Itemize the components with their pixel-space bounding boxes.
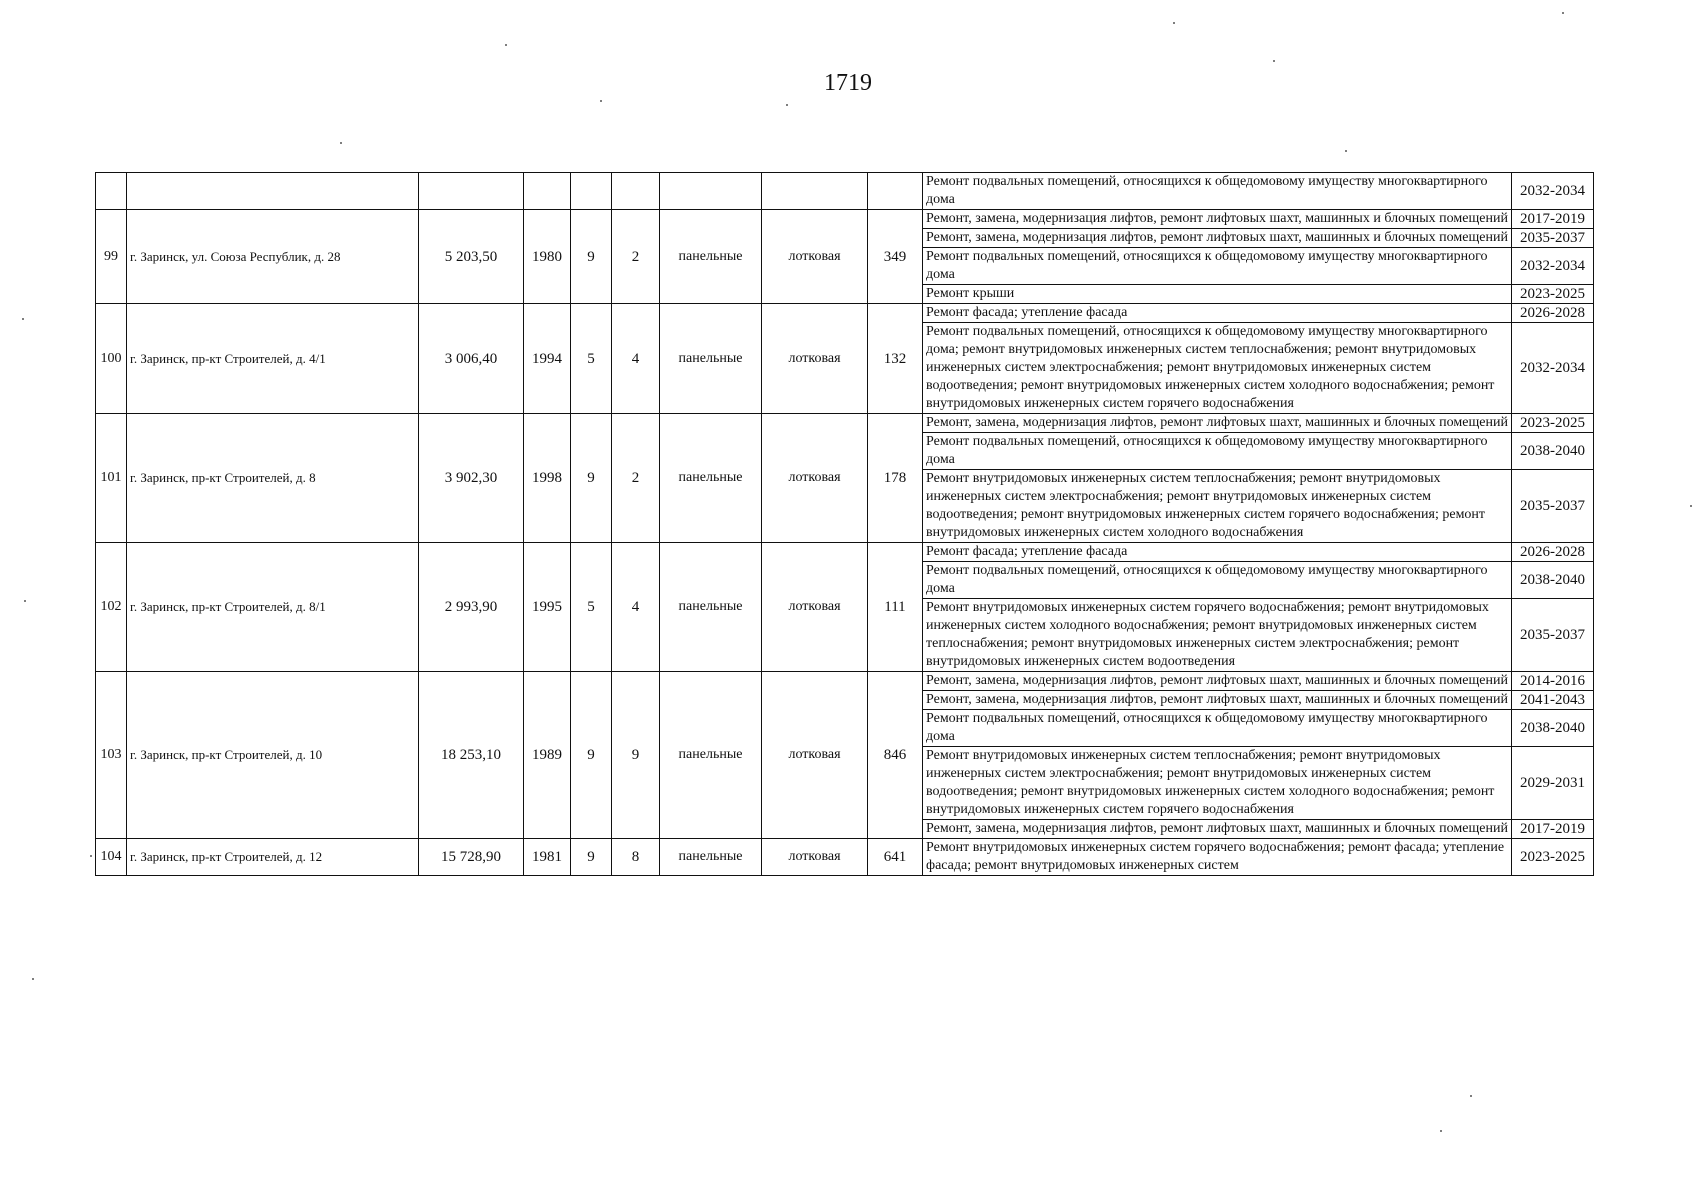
roof-type-cell: лотковая [762, 543, 868, 672]
work-period-cell: 2026-2028 [1512, 304, 1594, 323]
work-name-cell: Ремонт подвальных помещений, относящихся к общедомовому имуществу многоквартирного дома [923, 173, 1512, 210]
page-number: 1719 [824, 70, 872, 96]
residents-cell: 349 [868, 210, 923, 304]
work-period-cell: 2035-2037 [1512, 599, 1594, 672]
roof-type-cell: лотковая [762, 839, 868, 876]
work-period-cell: 2032-2034 [1512, 323, 1594, 414]
work-name-cell: Ремонт фасада; утепление фасада [923, 543, 1512, 562]
table-row [96, 543, 1594, 562]
area-cell: 5 203,50 [419, 210, 524, 304]
address-cell: г. Заринск, пр-кт Строителей, д. 10 [127, 672, 419, 839]
scan-speck [1345, 150, 1347, 152]
roof-type-cell: лотковая [762, 672, 868, 839]
scan-speck [32, 978, 34, 980]
walls-material-cell: панельные [660, 839, 762, 876]
roof-type-cell: лотковая [762, 414, 868, 543]
work-name-cell: Ремонт, замена, модернизация лифтов, ремонт лифтовых шахт, машинных и блочных помещений [923, 691, 1512, 710]
scan-speck [1173, 22, 1175, 24]
area-cell: 15 728,90 [419, 839, 524, 876]
address-cell: г. Заринск, ул. Союза Республик, д. 28 [127, 210, 419, 304]
row-number-cell: 99 [96, 210, 127, 304]
work-name-cell: Ремонт внутридомовых инженерных систем теплоснабжения; ремонт внутридомовых инженерных систем электроснабжения; ремонт внутридомовых инженерных систем водоотведения; ремонт внутридомовых инженерных систем холодного водоснабжения; ремонт внутридомовых инженерных систем горячего водоснабжения [923, 747, 1512, 820]
work-period-cell: 2023-2025 [1512, 414, 1594, 433]
table-row [96, 839, 1594, 876]
work-period-cell: 2038-2040 [1512, 710, 1594, 747]
work-period-cell: 2035-2037 [1512, 229, 1594, 248]
work-period-cell: 2032-2034 [1512, 173, 1594, 210]
walls-material-cell: панельные [660, 210, 762, 304]
work-period-cell: 2017-2019 [1512, 210, 1594, 229]
scan-speck [786, 104, 788, 106]
entrances-cell: 4 [612, 543, 660, 672]
area-cell: 3 902,30 [419, 414, 524, 543]
floors-cell: 9 [571, 839, 612, 876]
work-name-cell: Ремонт, замена, модернизация лифтов, ремонт лифтовых шахт, машинных и блочных помещений [923, 210, 1512, 229]
area-cell: 2 993,90 [419, 543, 524, 672]
scan-speck [90, 855, 92, 857]
scan-speck [1470, 1095, 1472, 1097]
roof-type-cell: лотковая [762, 304, 868, 414]
work-name-cell: Ремонт, замена, модернизация лифтов, ремонт лифтовых шахт, машинных и блочных помещений [923, 414, 1512, 433]
entrances-cell: 9 [612, 672, 660, 839]
cell-empty [571, 173, 612, 210]
walls-material-cell: панельные [660, 672, 762, 839]
year-cell: 1980 [524, 210, 571, 304]
cell-empty [127, 173, 419, 210]
work-name-cell: Ремонт внутридомовых инженерных систем теплоснабжения; ремонт внутридомовых инженерных систем электроснабжения; ремонт внутридомовых инженерных систем водоотведения; ремонт внутридомовых инженерных систем горячего водоснабжения; ремонт внутридомовых инженерных систем холодного водоснабжения [923, 470, 1512, 543]
year-cell: 1998 [524, 414, 571, 543]
work-name-cell: Ремонт, замена, модернизация лифтов, ремонт лифтовых шахт, машинных и блочных помещений [923, 672, 1512, 691]
entrances-cell: 2 [612, 414, 660, 543]
work-name-cell: Ремонт, замена, модернизация лифтов, ремонт лифтовых шахт, машинных и блочных помещений [923, 229, 1512, 248]
year-cell: 1994 [524, 304, 571, 414]
floors-cell: 9 [571, 210, 612, 304]
row-number-cell: 100 [96, 304, 127, 414]
capital-repair-table [95, 172, 1594, 876]
entrances-cell: 8 [612, 839, 660, 876]
work-period-cell: 2029-2031 [1512, 747, 1594, 820]
year-cell: 1995 [524, 543, 571, 672]
scan-speck [340, 142, 342, 144]
table-row-continuation [96, 173, 1594, 210]
work-period-cell: 2032-2034 [1512, 248, 1594, 285]
cell-empty [612, 173, 660, 210]
scan-speck [1273, 60, 1275, 62]
work-period-cell: 2017-2019 [1512, 820, 1594, 839]
floors-cell: 5 [571, 304, 612, 414]
scan-speck [505, 44, 507, 46]
residents-cell: 641 [868, 839, 923, 876]
work-name-cell: Ремонт внутридомовых инженерных систем горячего водоснабжения; ремонт внутридомовых инженерных систем холодного водоснабжения; ремонт внутридомовых инженерных систем теплоснабжения; ремонт внутридомовых инженерных систем электроснабжения; ремонт внутридомовых инженерных систем водоотведения [923, 599, 1512, 672]
walls-material-cell: панельные [660, 543, 762, 672]
row-number-cell: 103 [96, 672, 127, 839]
address-cell: г. Заринск, пр-кт Строителей, д. 8 [127, 414, 419, 543]
table-row [96, 210, 1594, 229]
residents-cell: 846 [868, 672, 923, 839]
work-name-cell: Ремонт, замена, модернизация лифтов, ремонт лифтовых шахт, машинных и блочных помещений [923, 820, 1512, 839]
year-cell: 1989 [524, 672, 571, 839]
floors-cell: 5 [571, 543, 612, 672]
scan-speck [1562, 12, 1564, 14]
scan-speck [22, 318, 24, 320]
work-name-cell: Ремонт подвальных помещений, относящихся к общедомовому имуществу многоквартирного дома [923, 248, 1512, 285]
work-name-cell: Ремонт внутридомовых инженерных систем горячего водоснабжения; ремонт фасада; утепление фасада; ремонт внутридомовых инженерных систем [923, 839, 1512, 876]
year-cell: 1981 [524, 839, 571, 876]
entrances-cell: 2 [612, 210, 660, 304]
scan-speck [24, 600, 26, 602]
work-period-cell: 2038-2040 [1512, 433, 1594, 470]
row-number-cell: 102 [96, 543, 127, 672]
roof-type-cell: лотковая [762, 210, 868, 304]
row-number-cell: 101 [96, 414, 127, 543]
address-cell: г. Заринск, пр-кт Строителей, д. 4/1 [127, 304, 419, 414]
residents-cell: 132 [868, 304, 923, 414]
address-cell: г. Заринск, пр-кт Строителей, д. 12 [127, 839, 419, 876]
work-name-cell: Ремонт подвальных помещений, относящихся к общедомовому имуществу многоквартирного дома [923, 433, 1512, 470]
work-name-cell: Ремонт крыши [923, 285, 1512, 304]
walls-material-cell: панельные [660, 414, 762, 543]
area-cell: 18 253,10 [419, 672, 524, 839]
area-cell: 3 006,40 [419, 304, 524, 414]
row-number-cell: 104 [96, 839, 127, 876]
work-period-cell: 2023-2025 [1512, 285, 1594, 304]
work-period-cell: 2038-2040 [1512, 562, 1594, 599]
work-period-cell: 2041-2043 [1512, 691, 1594, 710]
table-row [96, 414, 1594, 433]
walls-material-cell: панельные [660, 304, 762, 414]
work-name-cell: Ремонт подвальных помещений, относящихся к общедомовому имуществу многоквартирного дома; ремонт внутридомовых инженерных систем теплоснабжения; ремонт внутридомовых инженерных систем электроснабжения; ремонт внутридомовых инженерных систем водоотведения; ремонт внутридомовых инженерных систем холодного водоснабжения; ремонт внутридомовых инженерных систем горячего водоснабжения [923, 323, 1512, 414]
entrances-cell: 4 [612, 304, 660, 414]
cell-empty [660, 173, 762, 210]
work-period-cell: 2014-2016 [1512, 672, 1594, 691]
table-body [96, 173, 1594, 876]
table-row [96, 672, 1594, 691]
address-cell: г. Заринск, пр-кт Строителей, д. 8/1 [127, 543, 419, 672]
work-period-cell: 2026-2028 [1512, 543, 1594, 562]
cell-empty [762, 173, 868, 210]
cell-empty [96, 173, 127, 210]
work-name-cell: Ремонт подвальных помещений, относящихся к общедомовому имуществу многоквартирного дома [923, 562, 1512, 599]
residents-cell: 178 [868, 414, 923, 543]
cell-empty [524, 173, 571, 210]
floors-cell: 9 [571, 414, 612, 543]
cell-empty [868, 173, 923, 210]
scan-speck [600, 100, 602, 102]
scan-speck [1440, 1130, 1442, 1132]
work-name-cell: Ремонт подвальных помещений, относящихся к общедомовому имуществу многоквартирного дома [923, 710, 1512, 747]
table-row [96, 304, 1594, 323]
cell-empty [419, 173, 524, 210]
residents-cell: 111 [868, 543, 923, 672]
floors-cell: 9 [571, 672, 612, 839]
work-period-cell: 2035-2037 [1512, 470, 1594, 543]
work-period-cell: 2023-2025 [1512, 839, 1594, 876]
scan-speck [1690, 505, 1692, 507]
work-name-cell: Ремонт фасада; утепление фасада [923, 304, 1512, 323]
